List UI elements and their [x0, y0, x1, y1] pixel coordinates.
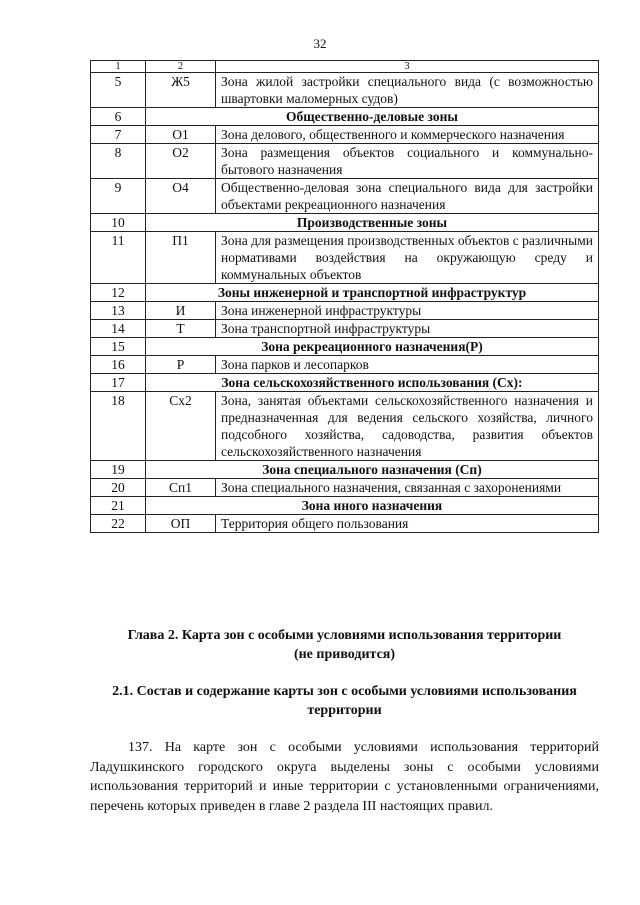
table-row [91, 356, 599, 374]
row-number: 10 [91, 214, 146, 232]
section-row [91, 497, 599, 515]
zone-description: Зона инженерной инфраструктуры [216, 302, 599, 320]
section-title: Зоны инженерной и транспортной инфраструктур [146, 284, 599, 302]
zone-code: Р [146, 356, 216, 374]
zone-description: Территория общего пользования [216, 515, 599, 533]
row-number: 15 [91, 338, 146, 356]
zone-code: Сп1 [146, 479, 216, 497]
zone-code: И [146, 302, 216, 320]
zone-description: Зона специального назначения, связанная с захоронениями [216, 479, 599, 497]
zone-code: О1 [146, 126, 216, 144]
zones-table-body [91, 61, 599, 533]
chapter-title-line: Глава 2. Карта зон с особыми условиями использования территории [127, 628, 562, 643]
zone-code: О2 [146, 144, 216, 179]
zone-code: П1 [146, 232, 216, 284]
zone-description: Зона делового, общественного и коммерческого назначения [216, 126, 599, 144]
table-row [91, 232, 599, 284]
row-number: 11 [91, 232, 146, 284]
table-row [91, 126, 599, 144]
chapter-title [90, 626, 599, 664]
table-row [91, 320, 599, 338]
row-number: 21 [91, 497, 146, 515]
zone-description: Зона жилой застройки специального вида (с возможностью швартовки маломерных судов) [216, 73, 599, 108]
row-number: 6 [91, 108, 146, 126]
header-cell-2: 2 [146, 61, 216, 73]
section-row [91, 284, 599, 302]
table-row [91, 73, 599, 108]
row-number: 22 [91, 515, 146, 533]
zone-code: Ж5 [146, 73, 216, 108]
table-row [91, 515, 599, 533]
row-number: 18 [91, 392, 146, 461]
row-number: 16 [91, 356, 146, 374]
chapter-subtitle-line: (не приводится) [293, 647, 396, 662]
header-cell-3: 3 [216, 61, 599, 73]
zone-description: Зона размещения объектов социального и коммунально-бытового назначения [216, 144, 599, 179]
row-number: 7 [91, 126, 146, 144]
page-number: 32 [313, 36, 327, 51]
header-cell-1: 1 [91, 61, 146, 73]
section-heading-line-2: территории [307, 703, 382, 718]
section-row [91, 374, 599, 392]
zone-description: Зона для размещения производственных объектов с различными нормативами воздействия на окружающую среду и коммунальных объектов [216, 232, 599, 284]
zone-description: Зона, занятая объектами сельскохозяйственного назначения и предназначенная для ведения сельского хозяйства, личного подсобного хозяйства, садоводства, развития объектов сельскохозяйственного назначения [216, 392, 599, 461]
row-number: 14 [91, 320, 146, 338]
section-title: Зона рекреационного назначения(Р) [146, 338, 599, 356]
table-row [91, 179, 599, 214]
table-row [91, 392, 599, 461]
zone-code: О4 [146, 179, 216, 214]
row-number: 5 [91, 73, 146, 108]
table-row [91, 144, 599, 179]
row-number: 12 [91, 284, 146, 302]
section-heading [90, 682, 599, 720]
row-number: 19 [91, 461, 146, 479]
zone-description: Зона парков и лесопарков [216, 356, 599, 374]
row-number: 8 [91, 144, 146, 179]
row-number: 20 [91, 479, 146, 497]
section-row [91, 108, 599, 126]
section-title: Общественно-деловые зоны [146, 108, 599, 126]
section-title: Зона специального назначения (Сп) [146, 461, 599, 479]
section-title: Производственные зоны [146, 214, 599, 232]
table-header-row [91, 61, 599, 73]
section-row [91, 214, 599, 232]
zone-code: Сх2 [146, 392, 216, 461]
section-row [91, 338, 599, 356]
section-row [91, 461, 599, 479]
zone-description: Зона транспортной инфраструктуры [216, 320, 599, 338]
body-paragraph: 137. На карте зон с особыми условиями использования территорий Ладушкинского городского округа выделены зоны с особыми условиями использования территорий и иные территории с установленными ограничениями, перечень которых приведен в главе 2 раздела III настоящих правил. [90, 740, 599, 814]
table-row [91, 302, 599, 320]
row-number: 13 [91, 302, 146, 320]
row-number: 17 [91, 374, 146, 392]
section-heading-line: 2.1. Состав и содержание карты зон с особыми условиями использования [112, 684, 577, 699]
section-title: Зона иного назначения [146, 497, 599, 515]
zones-table [90, 60, 599, 533]
zone-code: ОП [146, 515, 216, 533]
row-number: 9 [91, 179, 146, 214]
zone-description: Общественно-деловая зона специального вида для застройки объектами рекреационного назначения [216, 179, 599, 214]
section-title: Зона сельскохозяйственного использования (Сх): [146, 374, 599, 392]
table-row [91, 479, 599, 497]
zone-code: Т [146, 320, 216, 338]
